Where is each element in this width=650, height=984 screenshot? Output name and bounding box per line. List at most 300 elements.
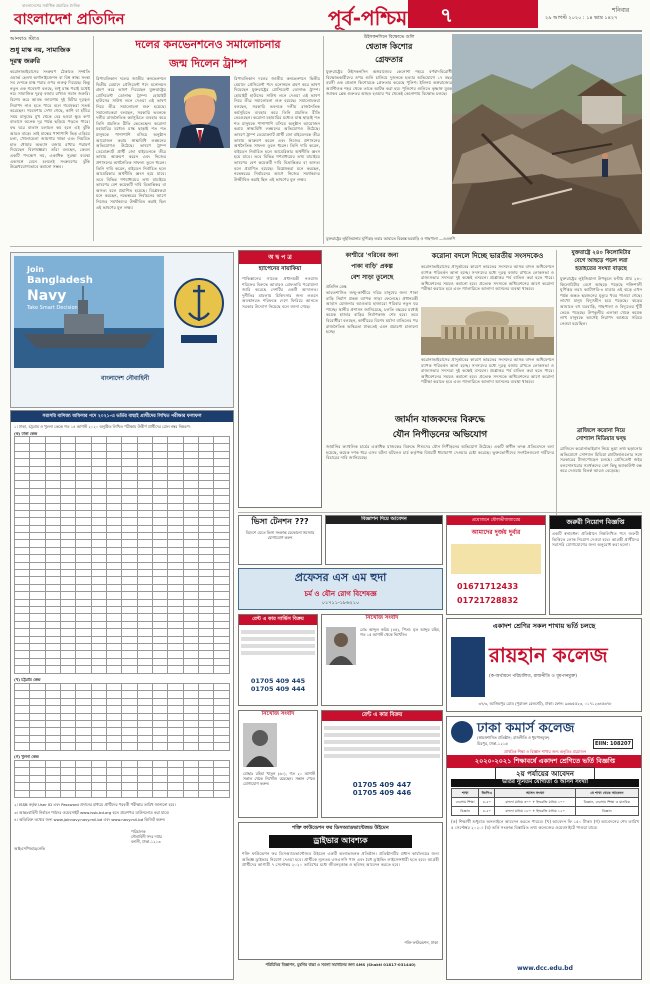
roll-cell xyxy=(168,735,183,742)
logo[interactable]: বাংলাদেশ প্রতিদিন xyxy=(14,10,125,28)
roll-cell xyxy=(137,570,152,577)
rent-title: রেন্ট এ কার সার্ভিস বিক্রয় xyxy=(239,615,317,625)
roll-cell xyxy=(45,570,60,577)
roll-cell xyxy=(91,761,106,768)
found-body: মোছাঃ রহিমা খাতুন (৬০), গত ২০ আগস্ট সকাল থেকে নিখোঁজ রয়েছেন। সন্ধান পেলে যোগাযোগ করুন। xyxy=(243,771,315,786)
roll-cell xyxy=(61,761,76,768)
navy-ad[interactable] xyxy=(10,252,234,408)
roll-cell xyxy=(183,684,198,691)
roll-cell xyxy=(183,592,198,599)
roll-cell xyxy=(61,577,76,584)
roll-cell xyxy=(183,735,198,742)
roll-cell xyxy=(183,525,198,532)
dcc-body: (ক) শিক্ষার্থী শুধুমাত্র অনলাইনে আবেদন করতে পারবে। (খ) আবেদন ফি ১৫০ টাকা। (গ) আবেদনের শেষ তারিখ ৫ সেপ্টেম্বর ২০২০। (ঘ) ভর্তি সংক্রান্ত বিস্তারিত তথ্য কলেজের ওয়েবসাইটে পাওয়া যাবে। xyxy=(451,819,639,830)
roll-cell xyxy=(107,790,122,797)
roll-cell xyxy=(15,775,30,782)
roll-cell xyxy=(122,720,137,727)
results-footer: বনানী, ঢাকা-১২১৩ xyxy=(131,839,161,844)
roll-cell xyxy=(15,437,30,444)
roll-cell xyxy=(122,510,137,517)
roll-cell xyxy=(137,525,152,532)
results-note: ৩। আন্তঃবাহিনী নির্বাচন পর্ষদের ওয়েবসাইট www.issb-bd.org হতে প্রবেশপত্র ডাউনলোড করা যাবে। xyxy=(14,810,170,815)
roll-cell xyxy=(137,761,152,768)
roll-cell xyxy=(30,481,45,488)
roll-cell xyxy=(183,473,198,480)
page-number: ৭ xyxy=(440,3,454,27)
roll-cell xyxy=(183,540,198,547)
roll-cell xyxy=(214,614,230,621)
table-cell: বিজ্ঞান xyxy=(575,807,638,816)
roll-cell xyxy=(76,473,91,480)
roll-cell xyxy=(122,562,137,569)
kulaura-phone: 01721728832 xyxy=(457,596,519,605)
roll-cell xyxy=(15,666,30,673)
roll-cell xyxy=(30,496,45,503)
roll-cell xyxy=(15,599,30,606)
german-story xyxy=(326,412,554,502)
roll-cell xyxy=(122,775,137,782)
roll-cell xyxy=(122,547,137,554)
rent2-body xyxy=(322,721,442,781)
professor-sub: চর্ম ও যৌন রোগ বিশেষজ্ঞ xyxy=(304,590,377,598)
roll-cell xyxy=(45,592,60,599)
roll-cell xyxy=(137,473,152,480)
roll-cell xyxy=(76,525,91,532)
roll-cell xyxy=(45,459,60,466)
results-code: আইএসপিআর/নেভি xyxy=(14,846,45,851)
roll-cell xyxy=(107,621,122,628)
job-ad[interactable] xyxy=(325,515,443,565)
roll-cell xyxy=(61,533,76,540)
roll-cell xyxy=(199,533,214,540)
roll-cell xyxy=(76,555,91,562)
roll-cell xyxy=(183,518,198,525)
roll-cell xyxy=(91,698,106,705)
story-headline: যৌন নিপীড়নের অভিযোগ xyxy=(392,430,488,440)
roll-cell xyxy=(122,735,137,742)
roll-cell xyxy=(199,518,214,525)
kashmir-story xyxy=(326,250,418,408)
roll-cell xyxy=(61,651,76,658)
recruit-body: একটি স্বনামধন্য প্রতিষ্ঠানে নিম্নলিখিত পদে জরুরী ভিত্তিতে লোক নিয়োগ দেওয়া হবে। আগ্রহী প্রার্থীদের সরাসরি যোগাযোগের জন্য অনুরোধ করা হলো। xyxy=(552,531,639,548)
roll-cell xyxy=(76,510,91,517)
roll-cell xyxy=(137,684,152,691)
roll-cell xyxy=(30,643,45,650)
roll-cell xyxy=(153,636,168,643)
roll-cell xyxy=(61,735,76,742)
story-body: জার্মানির ক্যাথলিক চার্চের একাধিক যাজকের বিরুদ্ধে শিশুদের যৌন নিপীড়নের অভিযোগ উঠেছে। একটি স্বাধীন তদন্ত প্রতিবেদনে বলা হয়েছে, কয়েক দশক ধরে এসব ঘটনা ঘটলেও চার্চ কর্তৃপক্ষ বিষয়টি ধামাচাপা দেওয়ার চেষ্টা করেছে। ভুক্তভোগীদের সংগঠনগুলো দায়ীদের বিচারের দাবি জানিয়েছে। xyxy=(326,444,554,461)
roll-cell xyxy=(76,783,91,790)
story-body-cont: করোনাভাইরাসের প্রাদুর্ভাবের কারণে ভারতের সংসদের আসন্ন বাদল অধিবেশনে ব্যাপক পরিবর্তন আনা হচ্ছে। সদস্যদের মধ্যে দূরত্ব বজায় রাখতে লোকসভা ও রাজ্যসভার সদস্যরা দুই কক্ষেই বসবেন। প্রশ্নোত্তর পর্ব বাতিল করা হতে পারে। অধিবেশনের সময়ও কমানো হবে। প্রত্যেক সদস্যকে অধিবেশনের আগে করোনা পরীক্ষা করাতে হবে এবং গ্যালারিতে আলাদা আসনের ব্যবস্থা থাকবে। xyxy=(421,357,554,385)
roll-cell xyxy=(183,706,198,713)
roll-cell xyxy=(30,706,45,713)
roll-cell xyxy=(153,577,168,584)
roll-cell xyxy=(199,728,214,735)
roll-cell xyxy=(122,684,137,691)
roll-cell xyxy=(183,614,198,621)
roll-cell xyxy=(199,481,214,488)
trump-photo xyxy=(170,76,230,148)
roll-cell xyxy=(107,666,122,673)
roll-cell xyxy=(45,651,60,658)
roll-cell xyxy=(30,684,45,691)
dcc-logo-icon xyxy=(451,721,473,743)
roll-cell xyxy=(214,743,230,750)
roll-cell xyxy=(199,525,214,532)
story-headline: দলের কনভেনশনেও সমালোচনার xyxy=(135,38,281,51)
roll-cell xyxy=(153,599,168,606)
roll-cell xyxy=(45,684,60,691)
roll-cell xyxy=(61,658,76,665)
roll-cell xyxy=(122,584,137,591)
table-cell: বিজ্ঞান, ব্যবসায় শিক্ষা ও মানবিক xyxy=(575,798,638,807)
contact-bar: পরিচিতির বিজ্ঞাপন, মুরগির বাচ্চা ও সমস্যা সমাধানের জন্য SMS (Shakti 01817-031440) xyxy=(265,962,416,967)
roll-cell xyxy=(45,525,60,532)
roll-cell xyxy=(137,451,152,458)
kulaura-ad[interactable] xyxy=(446,515,546,615)
roll-cell xyxy=(199,444,214,451)
roll-cell xyxy=(91,636,106,643)
roll-cell xyxy=(168,488,183,495)
table-cell: শাখা xyxy=(452,789,479,798)
roll-cell xyxy=(45,790,60,797)
roll-cell xyxy=(199,599,214,606)
roll-cell xyxy=(45,666,60,673)
rent2-ad[interactable] xyxy=(321,710,443,818)
roll-cell xyxy=(168,658,183,665)
roll-cell xyxy=(183,643,198,650)
roll-cell xyxy=(76,720,91,727)
roll-cell xyxy=(15,614,30,621)
roll-cell xyxy=(61,691,76,698)
roll-cell xyxy=(76,599,91,606)
hurricane-photo xyxy=(452,34,642,234)
roll-cell xyxy=(91,459,106,466)
roll-cell xyxy=(107,698,122,705)
roll-cell xyxy=(91,651,106,658)
roll-cell xyxy=(122,643,137,650)
dcc-ad[interactable] xyxy=(446,716,642,980)
roll-cell xyxy=(199,555,214,562)
driver-ad[interactable] xyxy=(238,822,443,960)
roll-cell xyxy=(61,636,76,643)
table-cell: আসন সংখ্যা xyxy=(495,789,575,798)
roll-cell xyxy=(122,451,137,458)
roll-cell xyxy=(214,768,230,775)
roll-cell xyxy=(91,629,106,636)
roll-cell xyxy=(91,488,106,495)
rayhan-top: একাদশ শ্রেণির সকল শাখায় ভর্তি চলছে xyxy=(492,622,596,630)
roll-cell xyxy=(45,547,60,554)
roll-cell xyxy=(183,783,198,790)
rent2-phone: 01705 409 447 xyxy=(352,781,412,789)
roll-cell xyxy=(30,518,45,525)
roll-cell xyxy=(183,629,198,636)
roll-cell xyxy=(61,473,76,480)
roll-cell xyxy=(107,510,122,517)
roll-cell xyxy=(183,562,198,569)
roll-cell xyxy=(153,533,168,540)
roll-cell xyxy=(183,444,198,451)
roll-cell xyxy=(15,768,30,775)
roll-cell xyxy=(30,629,45,636)
roll-cell xyxy=(199,614,214,621)
roll-cell xyxy=(15,783,30,790)
roll-cell xyxy=(168,706,183,713)
roll-cell xyxy=(107,488,122,495)
roll-cell xyxy=(76,775,91,782)
roll-cell xyxy=(15,728,30,735)
roll-cell xyxy=(15,451,30,458)
missing-ad[interactable] xyxy=(321,614,443,706)
roll-cell xyxy=(183,713,198,720)
dcc-seat-table xyxy=(451,788,639,816)
roll-cell xyxy=(15,540,30,547)
roll-cell xyxy=(214,783,230,790)
roll-cell xyxy=(137,691,152,698)
roll-cell xyxy=(137,488,152,495)
roll-cell xyxy=(61,698,76,705)
roll-cell xyxy=(122,790,137,797)
rayhan-title: রায়হান কলেজ xyxy=(489,643,608,667)
roll-cell xyxy=(45,621,60,628)
roll-cell xyxy=(214,775,230,782)
roll-cell xyxy=(183,437,198,444)
roll-cell xyxy=(91,570,106,577)
masthead xyxy=(0,0,650,30)
dcc-web[interactable]: www.dcc.edu.bd xyxy=(517,965,573,972)
roll-cell xyxy=(137,510,152,517)
roll-cell xyxy=(61,503,76,510)
roll-cell xyxy=(76,488,91,495)
roll-cell xyxy=(199,698,214,705)
roll-cell xyxy=(15,488,30,495)
roll-table xyxy=(14,683,230,751)
roll-cell xyxy=(183,599,198,606)
roll-cell xyxy=(76,768,91,775)
results-footer: নৌবাহিনী সদর দপ্তর xyxy=(131,834,162,839)
roll-cell xyxy=(91,451,106,458)
roll-cell xyxy=(137,540,152,547)
roll-cell xyxy=(61,466,76,473)
roll-cell xyxy=(61,783,76,790)
news-box-subtitle: হ্যাপেনের নায়াকিয়া xyxy=(258,266,302,272)
roll-cell xyxy=(199,720,214,727)
roll-cell xyxy=(214,584,230,591)
roll-cell xyxy=(30,503,45,510)
story-body: করোনাভাইরাসের সংক্রমণ ঠেকাতে সম্প্রতি ওয়ার্ল্ড হেলথ অর্গানাইজেশন বা বিশ্ব স্বাস্থ্য সংস্থা সব দেশকে মাস্ক পরার ওপর গুরুত্ব দিয়েছে। কিন্তু নতুন এক গবেষণা বলছে, শুধু মাস্ক পরাই যথেষ্ট নয়। সামাজিক দূরত্ব বজায় রাখাও সমান জরুরি। বিশেষ করে আবদ্ধ জায়গায় দুই মিটার দূরত্বও নিরাপদ নাও হতে পারে বলে গবেষকরা সতর্ক করেছেন। গবেষণায় দেখা গেছে, কাশি বা হাঁচির সময় মানুষের মুখ থেকে বের হওয়া ক্ষুদ্র কণা বাতাসে অনেক দূর পর্যন্ত ছড়িয়ে পড়তে পারে। বদ্ধ ঘরে বাতাস চলাচল কম হলে এই ঝুঁকি আরও বাড়ে। তাই মাস্কের পাশাপাশি ভিড় এড়িয়ে চলা, খোলামেলা জায়গায় থাকা এবং নিয়মিত হাত ধোয়ার অভ্যাস বজায় রাখার পরামর্শ দিয়েছেন বিশেষজ্ঞরা। তাঁরা বলছেন, কেবল একটি পদক্ষেপ নয়, একাধিক সুরক্ষা ব্যবস্থা একসঙ্গে মেনে চললেই সংক্রমণের ঝুঁকি উল্লেখযোগ্যভাবে কমানো সম্ভব। xyxy=(10,69,90,170)
roll-cell xyxy=(15,592,30,599)
roll-cell xyxy=(214,570,230,577)
news-box-body: পাকিস্তানের সাবেক প্রধানমন্ত্রী নওয়াজ শরিফের বিরুদ্ধে আবারও গ্রেফতারি পরোয়ানা জারি করেছে দেশটির একটি আদালত। দুর্নীতির মামলায় চিকিৎসার জন্য লন্ডনে অবস্থানরত শরিফকে দেশে ফিরিয়ে আনতে সরকার উদ্যোগ নিয়েছে বলে জানা গেছে। xyxy=(242,276,318,309)
roll-cell xyxy=(30,437,45,444)
roll-cell xyxy=(91,584,106,591)
roll-cell xyxy=(45,691,60,698)
story-headline: গ্রেফতার xyxy=(375,55,403,64)
roll-cell xyxy=(45,437,60,444)
roll-cell xyxy=(168,518,183,525)
roll-cell xyxy=(30,570,45,577)
story-headline: শুধু মাস্ক নয়, সামাজিক xyxy=(10,46,71,54)
roll-cell xyxy=(45,629,60,636)
roll-cell xyxy=(45,488,60,495)
roll-cell xyxy=(107,444,122,451)
roll-cell xyxy=(45,606,60,613)
roll-cell xyxy=(91,577,106,584)
roll-cell xyxy=(122,466,137,473)
roll-cell xyxy=(122,691,137,698)
roll-cell xyxy=(153,629,168,636)
roll-cell xyxy=(76,570,91,577)
roll-cell xyxy=(168,636,183,643)
roll-cell xyxy=(183,691,198,698)
roll-cell xyxy=(76,496,91,503)
roll-cell xyxy=(15,562,30,569)
roll-cell xyxy=(45,577,60,584)
roll-cell xyxy=(15,761,30,768)
roll-cell xyxy=(153,651,168,658)
recruit-ad[interactable] xyxy=(549,515,642,615)
roll-cell xyxy=(183,451,198,458)
roll-cell xyxy=(168,606,183,613)
rent-body xyxy=(239,625,317,677)
roll-cell xyxy=(45,698,60,705)
roll-cell xyxy=(122,555,137,562)
roll-cell xyxy=(168,503,183,510)
roll-cell xyxy=(137,698,152,705)
roll-cell xyxy=(199,437,214,444)
hurricane-story xyxy=(560,250,642,425)
roll-cell xyxy=(199,775,214,782)
roll-cell xyxy=(153,614,168,621)
roll-cell xyxy=(107,466,122,473)
kulaura-phone: 01671712433 xyxy=(457,582,519,591)
roll-cell xyxy=(61,555,76,562)
roll-cell xyxy=(122,503,137,510)
roll-cell xyxy=(107,713,122,720)
story-body: যুক্তরাষ্ট্রের উইসকনসিন অঙ্গরাজ্যের কেনোশা শহরে বর্ণবাদবিরোধী বিক্ষোভকারীদের ওপর গুলি চালিয়ে দুজনকে হত্যার অভিযোগে ১৭ বছর বয়সী এক শ্বেতাঙ্গ কিশোরকে গ্রেফতার করেছে পুলিশ। ইলিনয় অঙ্গরাজ্যের অ্যান্টিওক শহর থেকে তাকে আটক করা হয়। পুলিশের গুলিতে কৃষ্ণাঙ্গ যুবক জ্যাকব ব্লেক গুরুতর আহত হওয়ার পর থেকেই কেনোশায় বিক্ষোভ চলছে। xyxy=(326,69,452,97)
roll-cell xyxy=(214,666,230,673)
roll-cell xyxy=(168,691,183,698)
roll-cell xyxy=(45,444,60,451)
roll-cell xyxy=(122,488,137,495)
roll-cell xyxy=(76,713,91,720)
roll-cell xyxy=(199,466,214,473)
navy-ad-line3: Navy xyxy=(27,288,67,304)
roll-cell xyxy=(214,540,230,547)
roll-cell xyxy=(15,706,30,713)
roll-cell xyxy=(153,621,168,628)
roll-cell xyxy=(30,651,45,658)
table-row xyxy=(452,789,639,798)
roll-cell xyxy=(15,459,30,466)
roll-cell xyxy=(199,783,214,790)
roll-cell xyxy=(199,606,214,613)
roll-cell xyxy=(61,496,76,503)
roll-cell xyxy=(153,444,168,451)
roll-cell xyxy=(30,459,45,466)
roll-cell xyxy=(199,735,214,742)
roll-cell xyxy=(45,775,60,782)
roll-cell xyxy=(168,651,183,658)
roll-cell xyxy=(30,540,45,547)
roll-cell xyxy=(15,720,30,727)
roll-cell xyxy=(137,790,152,797)
roll-cell xyxy=(91,592,106,599)
roll-cell xyxy=(168,451,183,458)
found-ad[interactable] xyxy=(238,710,318,818)
rent-ad[interactable] xyxy=(238,614,318,706)
roll-cell xyxy=(30,691,45,698)
dcc-addr: মিরপুর, ঢাকা-১২১৬ xyxy=(477,741,508,746)
roll-cell xyxy=(183,510,198,517)
roll-cell xyxy=(30,466,45,473)
roll-cell xyxy=(30,533,45,540)
roll-cell xyxy=(153,735,168,742)
roll-cell xyxy=(122,540,137,547)
roll-cell xyxy=(30,735,45,742)
roll-cell xyxy=(91,658,106,665)
kenosha-story xyxy=(326,34,452,244)
roll-cell xyxy=(168,698,183,705)
visa-ad[interactable] xyxy=(238,515,322,565)
roll-cell xyxy=(153,768,168,775)
professor-ad[interactable] xyxy=(238,568,443,610)
roll-cell xyxy=(30,761,45,768)
roll-cell xyxy=(214,592,230,599)
story-body: করোনাভাইরাসের প্রাদুর্ভাবের কারণে ভারতের সংসদের আসন্ন বাদল অধিবেশনে ব্যাপক পরিবর্তন আনা হচ্ছে। সদস্যদের মধ্যে দূরত্ব বজায় রাখতে লোকসভা ও রাজ্যসভার সদস্যরা দুই কক্ষেই বসবেন। প্রশ্নোত্তর পর্ব বাতিল করা হতে পারে। অধিবেশনের সময়ও কমানো হবে। প্রত্যেক সদস্যকে অধিবেশনের আগে করোনা পরীক্ষা করাতে হবে এবং গ্যালারিতে আলাদা আসনের ব্যবস্থা থাকবে। xyxy=(421,264,554,292)
results-note: ২। ISSB কর্তৃক User ID এবং Password প্রদানের মাধ্যমে প্রার্থীদের পরবর্তী পরীক্ষার তারিখ জানানো হবে। xyxy=(14,802,176,807)
roll-cell xyxy=(168,592,183,599)
roll-cell xyxy=(61,570,76,577)
roll-cell xyxy=(122,525,137,532)
roll-cell xyxy=(168,473,183,480)
roll-cell xyxy=(91,518,106,525)
dcc-sub: (স্বায়ত্তশাসিত প্রতিষ্ঠান; রাজনীতি ও ধূমপানমুক্ত) xyxy=(477,735,550,740)
roll-cell xyxy=(199,510,214,517)
roll-cell xyxy=(76,790,91,797)
roll-cell xyxy=(183,658,198,665)
results-intro: ১। ঢাকা, চট্টগ্রাম ও খুলনা কেন্দ্রে গত ১৪ আগস্ট ২০২০ অনুষ্ঠিত লিখিত পরীক্ষায় উত্তীর্ণ প্রার্থীদের রোল নম্বর নিম্নরূপ: xyxy=(14,424,191,429)
roll-cell xyxy=(137,706,152,713)
roll-cell xyxy=(214,555,230,562)
roll-cell xyxy=(137,577,152,584)
rent-phone: 01705 409 444 xyxy=(250,685,306,693)
roll-cell xyxy=(168,510,183,517)
roll-cell xyxy=(76,518,91,525)
roll-cell xyxy=(15,713,30,720)
results-section: (ক) ঢাকা কেন্দ্র xyxy=(14,431,38,436)
roll-cell xyxy=(76,643,91,650)
rayhan-college-ad[interactable] xyxy=(446,618,642,712)
roll-cell xyxy=(214,518,230,525)
roll-cell xyxy=(122,459,137,466)
roll-cell xyxy=(214,728,230,735)
roll-cell xyxy=(199,473,214,480)
roll-cell xyxy=(137,735,152,742)
roll-cell xyxy=(76,629,91,636)
parliament-photo xyxy=(421,307,554,355)
roll-cell xyxy=(15,525,30,532)
roll-cell xyxy=(30,599,45,606)
roll-cell xyxy=(168,496,183,503)
roll-cell xyxy=(15,547,30,554)
rayhan-sub: (ক-অর্থায়নে পরিচালিত, রাজনীতি ও ধূমপানমুক্ত) xyxy=(489,674,577,679)
roll-cell xyxy=(45,466,60,473)
roll-cell xyxy=(153,775,168,782)
roll-cell xyxy=(168,775,183,782)
roll-cell xyxy=(107,761,122,768)
